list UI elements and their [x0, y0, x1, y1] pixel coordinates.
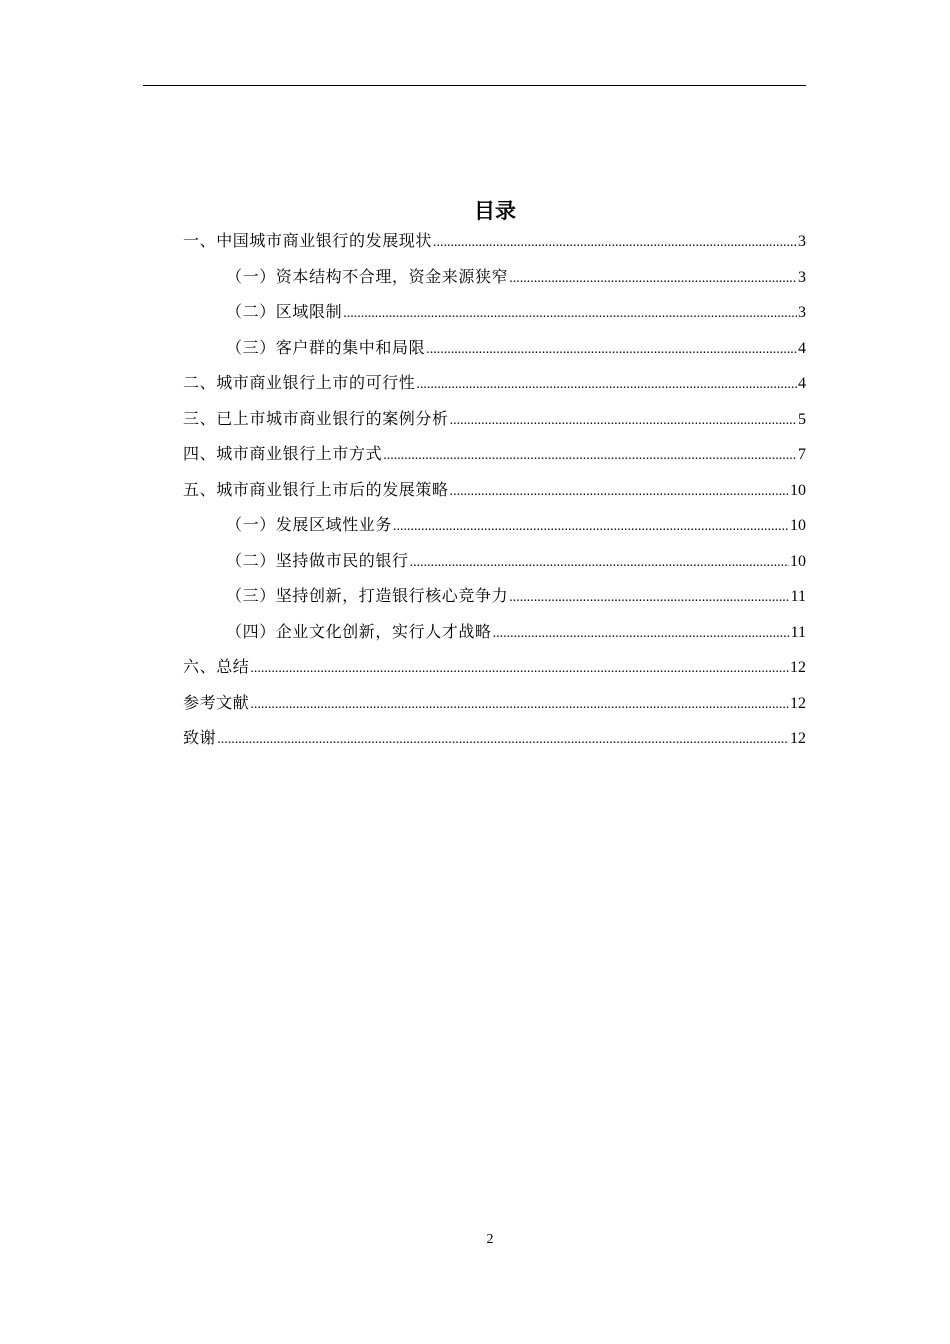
toc-entry-page: 7 [798, 446, 806, 463]
toc-entry-text: （四）企业文化创新，实行人才战略 [226, 621, 492, 641]
toc-entry[interactable] [183, 478, 806, 514]
toc-entry-page: 4 [798, 339, 806, 357]
toc-entry-text: （三）客户群的集中和局限 [226, 337, 426, 357]
toc-dot-leader [493, 622, 790, 646]
toc-entry-page: 12 [790, 694, 806, 712]
toc-dot-leader [250, 657, 789, 681]
toc-entry-page: 3 [798, 304, 806, 321]
toc-entry[interactable] [183, 407, 806, 443]
toc-entry-text: （三）坚持创新，打造银行核心竞争力 [226, 586, 509, 605]
toc-dot-leader [426, 338, 797, 362]
toc-dot-leader [450, 409, 797, 433]
toc-entry-page: 3 [798, 233, 806, 250]
toc-entry-page: 12 [790, 659, 806, 676]
toc-entry[interactable] [183, 726, 806, 762]
toc-entry-text: 参考文献 [183, 692, 250, 712]
toc-entry-text: （二）区域限制 [226, 302, 343, 321]
page-number: 2 [486, 1232, 494, 1247]
toc-entry[interactable] [183, 336, 806, 372]
toc-entry-page: 12 [790, 730, 806, 747]
toc-entry-text: 二、城市商业银行上市的可行性 [183, 373, 416, 392]
toc-entry-text: 五、城市商业银行上市后的发展策略 [183, 479, 449, 499]
toc-entry[interactable] [183, 549, 806, 585]
toc-entry[interactable] [183, 371, 806, 407]
toc-dot-leader [433, 231, 797, 255]
toc-entry[interactable] [183, 300, 806, 336]
toc-entry[interactable] [183, 442, 806, 478]
toc-dot-leader [217, 728, 789, 752]
toc-entry[interactable] [183, 265, 806, 301]
toc-dot-leader [450, 480, 789, 504]
header-rule [143, 85, 806, 86]
toc-entry-text: 三、已上市城市商业银行的案例分析 [183, 408, 449, 428]
toc-dot-leader [383, 444, 797, 468]
toc-dot-leader [343, 302, 797, 326]
toc-entry-page: 11 [790, 623, 806, 641]
toc-entry-text: （一）发展区域性业务 [226, 515, 393, 534]
toc-entry[interactable] [183, 513, 806, 549]
toc-entry-text: 致谢 [183, 728, 217, 747]
toc-entry[interactable] [183, 229, 806, 265]
toc-dot-leader [250, 693, 789, 717]
toc-entry-text: 六、总结 [183, 657, 250, 676]
toc-entry-text: （二）坚持做市民的银行 [226, 550, 409, 570]
toc-entry-text: 四、城市商业银行上市方式 [183, 444, 383, 463]
toc-entry-text: （一）资本结构不合理，资金来源狭窄 [226, 266, 509, 286]
toc-dot-leader [410, 551, 789, 575]
toc-entry[interactable] [183, 655, 806, 691]
toc-entry-text: 一、中国城市商业银行的发展现状 [183, 231, 433, 250]
toc-title: 目录 [474, 199, 516, 223]
toc-dot-leader [393, 515, 789, 539]
toc-entry[interactable] [183, 620, 806, 656]
toc-dot-leader [509, 586, 789, 610]
toc-entry-page: 5 [798, 410, 806, 428]
toc-entry-page: 11 [790, 588, 806, 605]
toc-entry-page: 10 [790, 552, 806, 570]
toc-entry[interactable] [183, 584, 806, 620]
toc-entry-page: 10 [790, 481, 806, 499]
toc-entry[interactable] [183, 691, 806, 727]
toc-entry-page: 10 [790, 517, 806, 534]
toc-entry-page: 4 [798, 375, 806, 392]
toc-dot-leader [509, 267, 797, 291]
toc-dot-leader [416, 373, 797, 397]
table-of-contents [183, 229, 806, 762]
toc-entry-page: 3 [798, 268, 806, 286]
